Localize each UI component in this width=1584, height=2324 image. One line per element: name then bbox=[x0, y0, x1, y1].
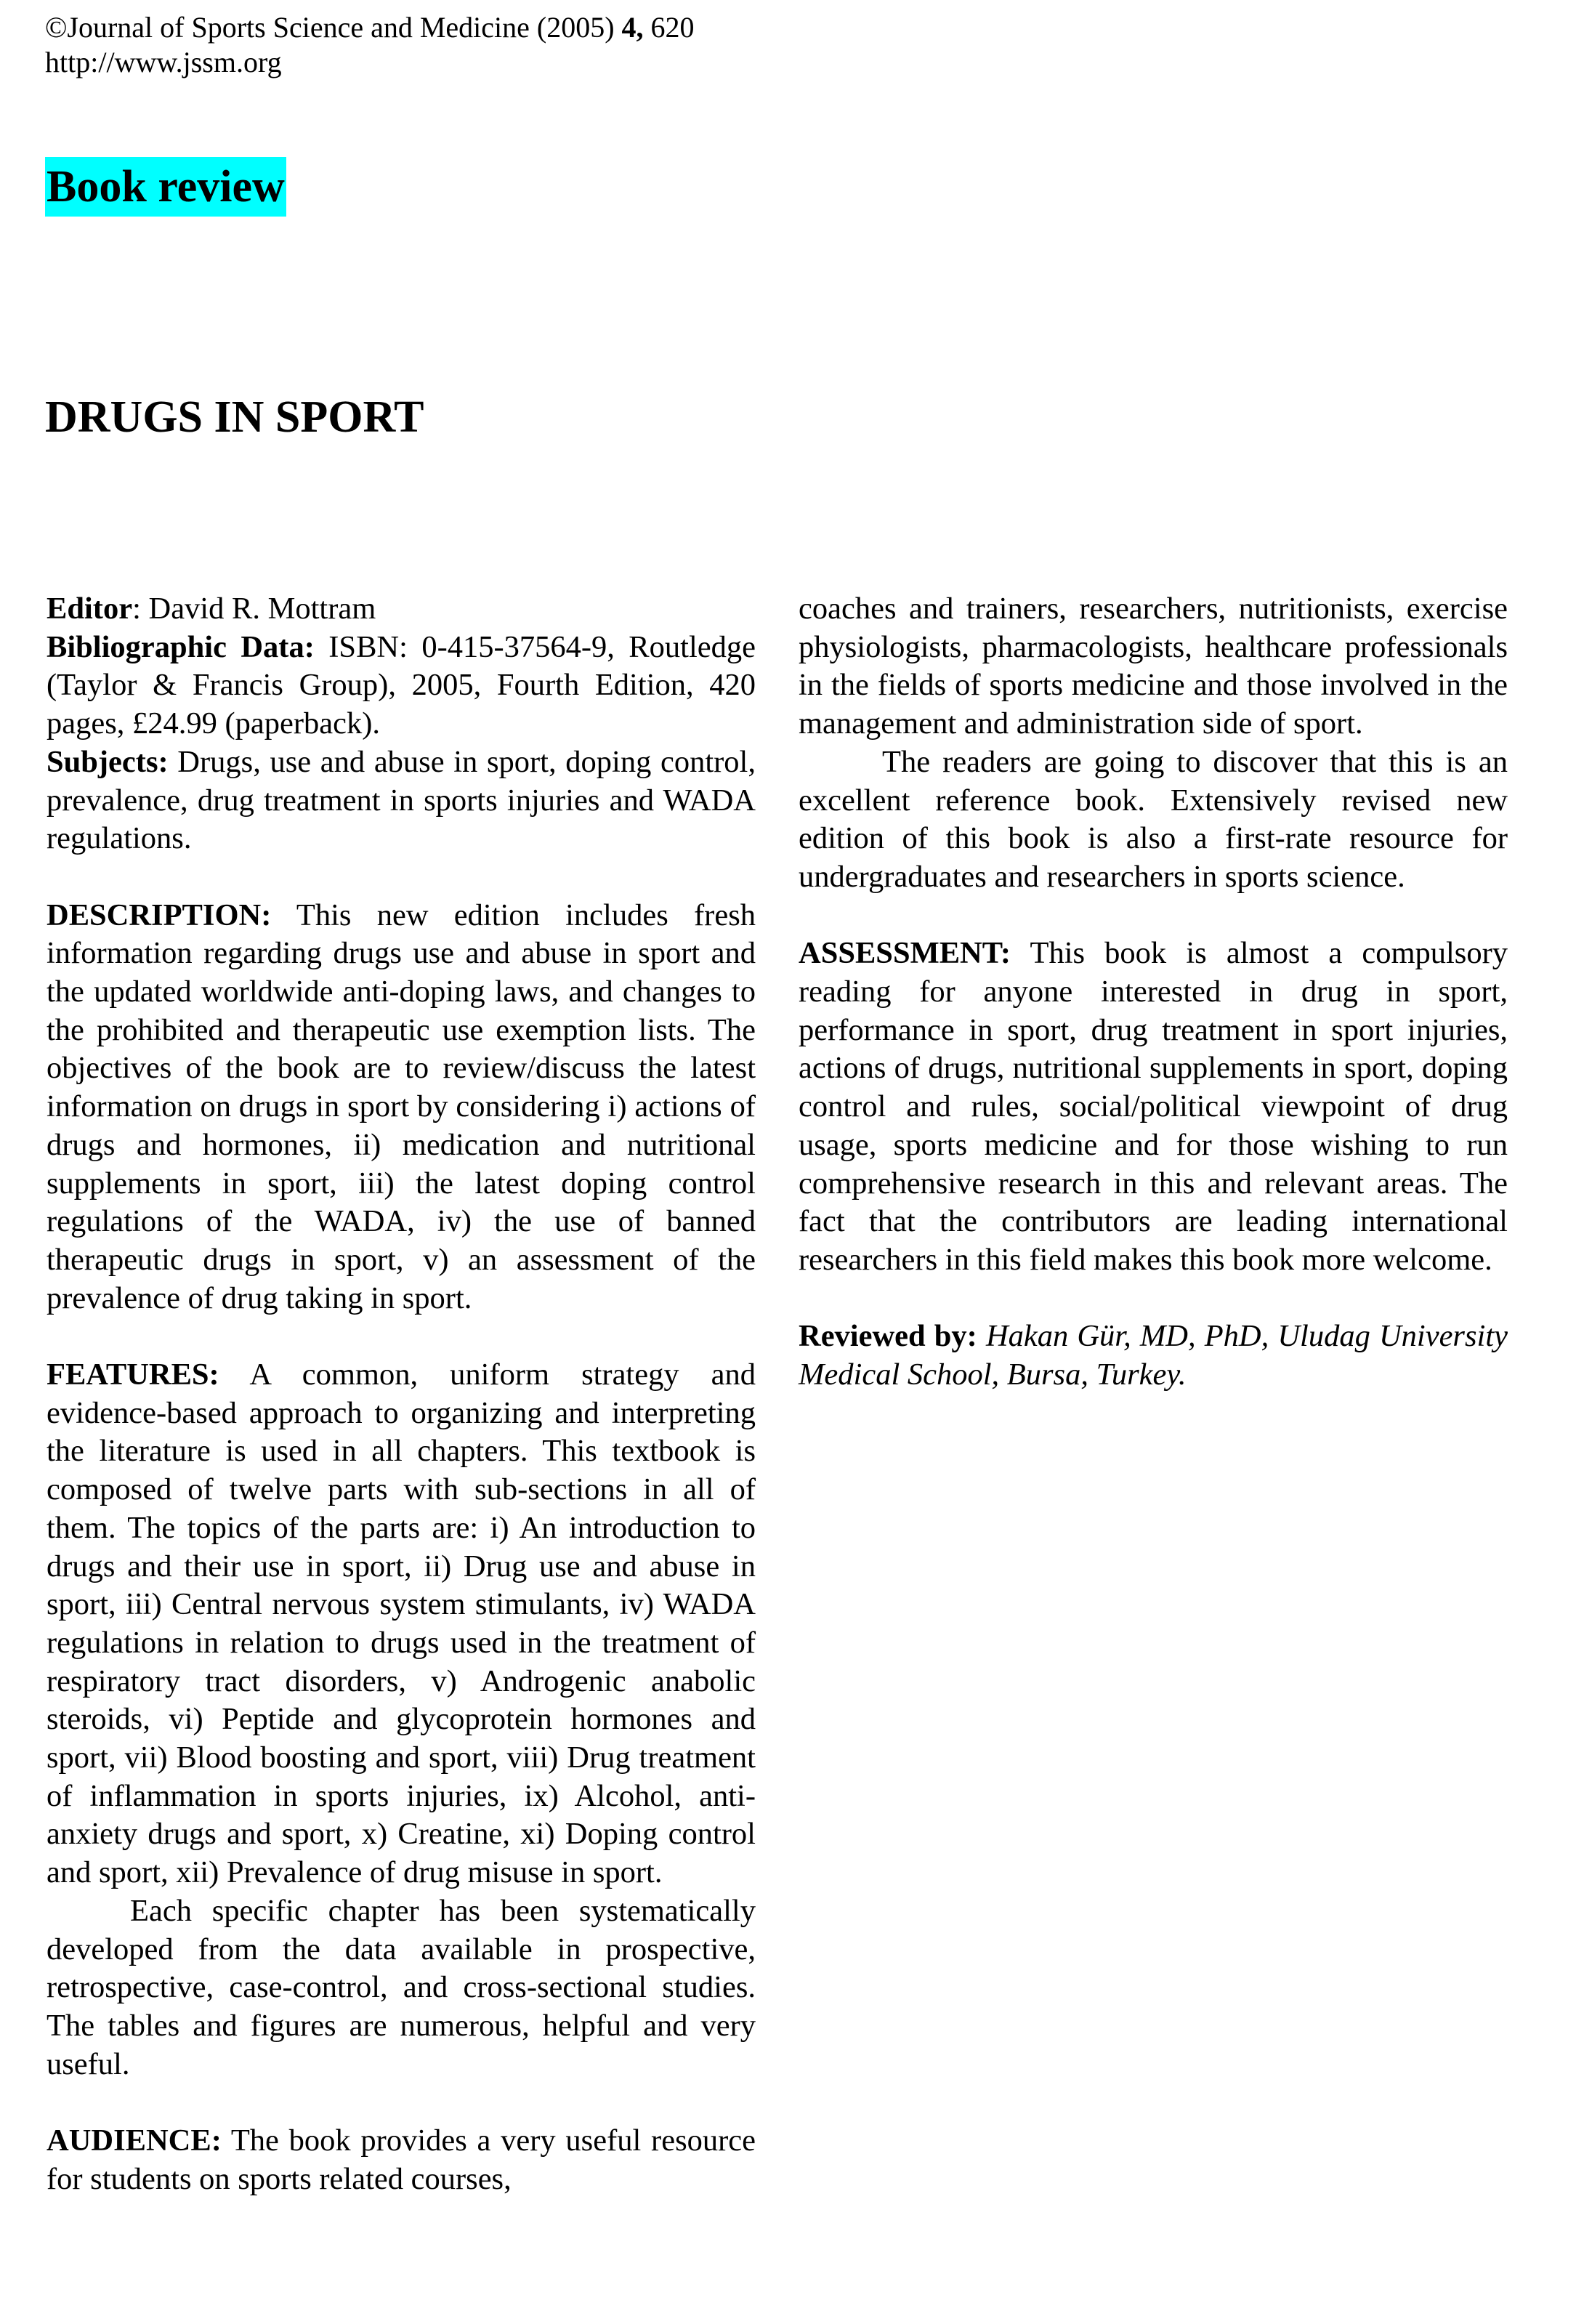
description-label: DESCRIPTION: bbox=[47, 897, 272, 932]
page-number: 620 bbox=[643, 11, 695, 44]
features bbox=[47, 1356, 756, 1892]
assessment-label: ASSESSMENT: bbox=[799, 936, 1011, 971]
reviewed-label: Reviewed by: bbox=[799, 1319, 977, 1354]
description bbox=[47, 897, 756, 1318]
biblio-value: ISBN: 0-415-37564-9, Routledge (Taylor & Francis Group), 2005, Fourth Edition, 420 pages, £24.99 (paperback). bbox=[47, 629, 756, 741]
audience-value: The book provides a very useful resource for students on sports related courses, bbox=[47, 2123, 756, 2196]
description-value: This new edition includes fresh information regarding drugs use and abuse in sport and the updated worldwide anti-doping laws, and changes to the prohibited and therapeutic use exemption lists. The objectives of the book are to review/discuss the latest information on drugs in sport by considering i) actions of drugs and hormones, ii) medication and nutritional supplements in sport, iii) the latest doping control regulations of the WADA, iv) the use of banned therapeutic drugs in sport, v) an assessment of the prevalence of drug taking in sport. bbox=[47, 897, 756, 1315]
volume-number: 4, bbox=[621, 11, 644, 44]
subjects bbox=[47, 743, 756, 858]
journal-header bbox=[45, 10, 695, 80]
biblio-label: Bibliographic Data: bbox=[47, 629, 315, 664]
subjects-value: Drugs, use and abuse in sport, doping control, prevalence, drug treatment in sports injuries and WADA regulations. bbox=[47, 744, 756, 856]
subjects-label: Subjects: bbox=[47, 744, 169, 779]
section-label: Book review bbox=[45, 157, 286, 217]
audience-paragraph-2: The readers are going to discover that this is an excellent reference book. Extensively revised new edition of this book is also a first-rate resource for undergraduates and researchers in sports science. bbox=[799, 744, 1508, 894]
right-column bbox=[799, 590, 1508, 1395]
features-value: A common, uniform strategy and evidence-based approach to organizing and interpreting the literature is used in all chapters. This textbook is composed of twelve parts with sub-sections in all of them. The topics of the parts are: i) An introduction to drugs and their use in sport, ii) Drug use and abuse in sport, iii) Central nervous system stimulants, iv) WADA regulations in relation to drugs used in the treatment of respiratory tract disorders, v) Androgenic anabolic steroids, vi) Peptide and glycoprotein hormones and sport, vii) Blood boosting and sport, viii) Drug treatment of inflammation in sports injuries, ix) Alcohol, anti-anxiety drugs and sport, x) Creatine, xi) Doping control and sport, xii) Prevalence of drug misuse in sport. bbox=[47, 1357, 756, 1890]
bibliographic-data bbox=[47, 629, 756, 743]
features-paragraph-2: Each specific chapter has been systematically developed from the data available in prospective, retrospective, case-control, and cross-sectional studies. The tables and figures are numerous, helpful and very useful. bbox=[47, 1893, 756, 2081]
features-label: FEATURES: bbox=[47, 1357, 219, 1392]
assessment bbox=[799, 935, 1508, 1279]
reviewed-by bbox=[799, 1318, 1508, 1394]
editor-value: : David R. Mottram bbox=[132, 592, 376, 626]
left-column bbox=[47, 590, 756, 2198]
audience bbox=[47, 2122, 756, 2198]
audience-label: AUDIENCE: bbox=[47, 2123, 222, 2158]
citation-prefix: ©Journal of Sports Science and Medicine (2005) bbox=[45, 11, 622, 44]
journal-url: http://www.jssm.org bbox=[45, 46, 282, 78]
reviewer-name: Hakan Gür, MD, PhD, Uludag University Medical School, Bursa, Turkey. bbox=[799, 1319, 1508, 1392]
assessment-value: This book is almost a compulsory reading for anyone interested in drug in sport, performance in sport, drug treatment in sport injuries, actions of drugs, nutritional supplements in sport, doping control and rules, social/political viewpoint of drug usage, sports medicine and for those wishing to run comprehensive research in this and relevant areas. The fact that the contributors are leading international researchers in this field makes this book more welcome. bbox=[799, 936, 1508, 1277]
editor-line bbox=[47, 590, 756, 629]
audience-continued: coaches and trainers, researchers, nutritionists, exercise physiologists, pharmacologists, healthcare professionals in the fields of sports medicine and those involved in the management and administration side of sport. bbox=[799, 592, 1508, 741]
journal-citation bbox=[45, 10, 695, 45]
page-title: DRUGS IN SPORT bbox=[45, 392, 424, 442]
editor-label: Editor bbox=[47, 592, 133, 626]
